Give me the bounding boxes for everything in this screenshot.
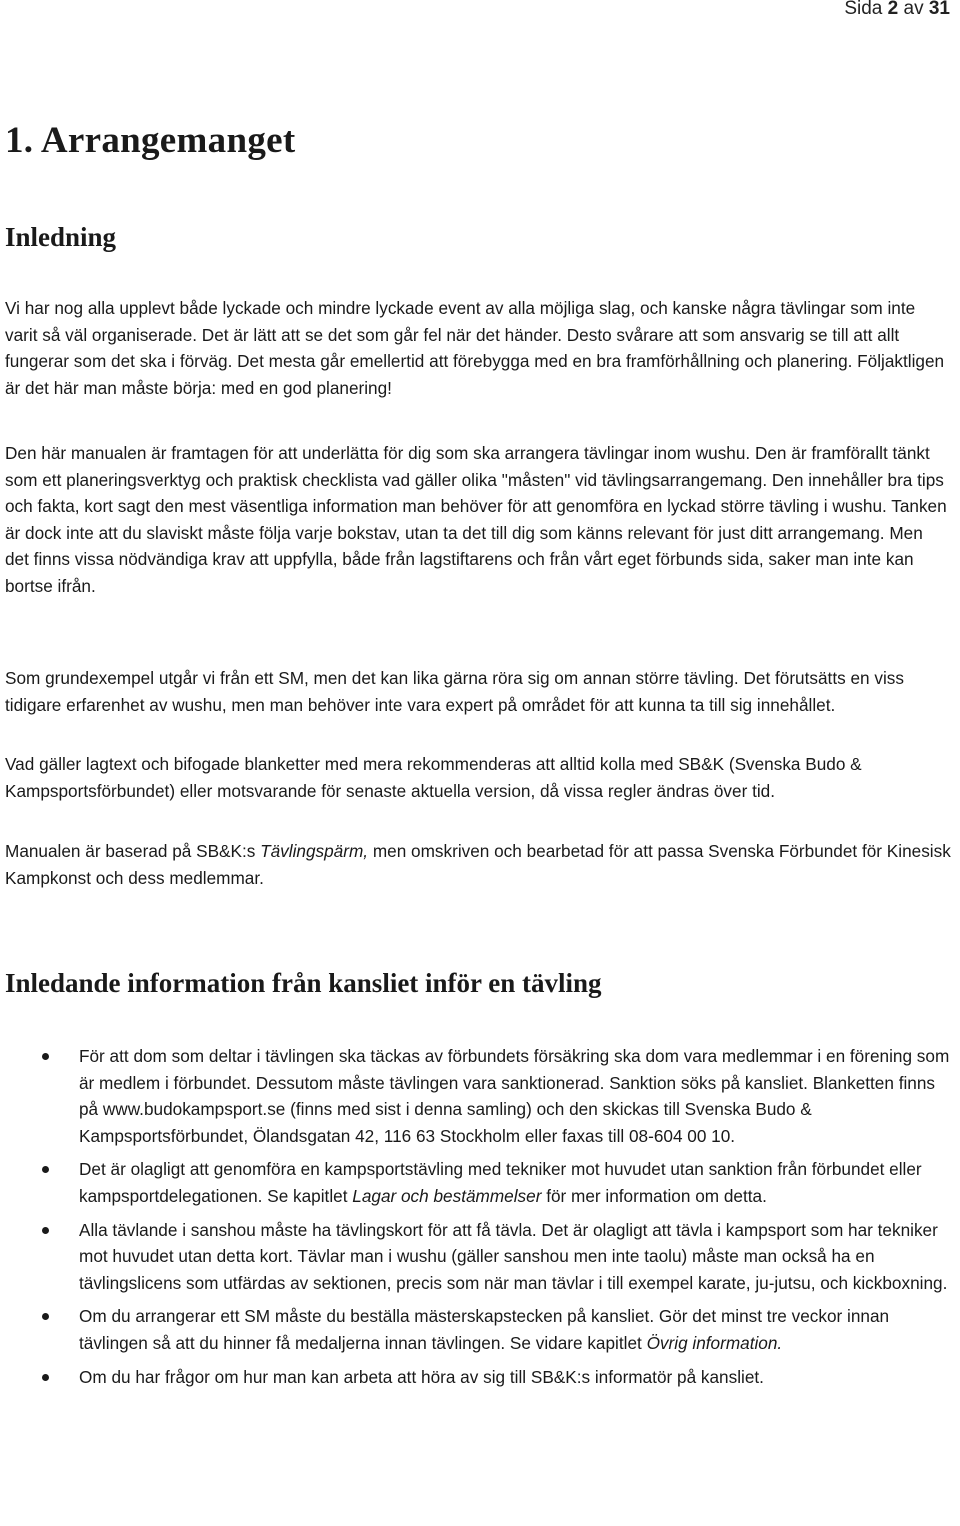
page-number-middle: av: [898, 0, 929, 19]
bullet-text-4-start: Om du arrangerar ett SM måste du beställa mästerskapstecken på kansliet. Gör det minst tre veckor innan tävlingen så att du hinner få medaljerna innan tävlingen. Se vidare kapitlet: [79, 1306, 890, 1353]
page-number-current: 2: [887, 0, 899, 19]
paragraph-5-end: men omskriven och bearbetad för att passa Svenska Förbundet för Kinesisk Kampkonst och dess medlemmar.: [5, 841, 951, 888]
bullet-text-4-italic: Övrig information.: [646, 1332, 783, 1353]
bullet-text-2-italic: Lagar och bestämmelser: [352, 1185, 542, 1206]
bullet-dot-icon: [42, 1166, 49, 1173]
bullet-dot-icon: [42, 1374, 49, 1381]
section-heading-information: Inledande information från kansliet inför en tävling: [5, 968, 602, 998]
bullet-item-5: [5, 1364, 953, 1391]
paragraph-5-italic: Tävlingspärm,: [260, 841, 369, 861]
bullet-item-1: [5, 1043, 953, 1149]
page-number-prefix: Sida: [844, 0, 888, 19]
page-number: [844, 0, 950, 20]
bullet-dot-icon: [42, 1053, 49, 1060]
bullet-dot-icon: [42, 1313, 49, 1320]
bullet-text-5: Om du har frågor om hur man kan arbeta att höra av sig till SB&K:s informatör på kansliet.: [79, 1366, 764, 1387]
paragraph-5-start: Manualen är baserad på SB&K:s: [5, 841, 261, 861]
paragraph-5: [5, 838, 951, 891]
paragraph-3: Som grundexempel utgår vi från ett SM, men det kan lika gärna röra sig om annan större tävling. Det förutsätts en viss tidigare erfarenhet av wushu, men man behöver inte vara expert på området för att kunna ta till sig innehållet.: [5, 668, 904, 715]
bullet-text-2-end: för mer information om detta.: [541, 1185, 767, 1206]
paragraph-2: Den här manualen är framtagen för att underlätta för dig som ska arrangera tävlingar inom wushu. Den är framförallt tänkt som ett planeringsverktyg och praktisk checklista vad gäller olika "måsten" vid tävlingsarrangemang. Den innehåller bra tips och fakta, kort sagt den mest väsentliga information man behöver för att genomföra en lyckad större tävling i wushu. Tanken är dock inte att du slaviskt måste följa varje bokstav, utan ta det till dig som känns relevant för just ditt arrangemang. Men det finns vissa nödvändiga krav att uppfylla, både från lagstiftarens och från vårt eget förbunds sida, saker man inte kan bortse ifrån.: [5, 443, 947, 596]
paragraph-4: Vad gäller lagtext och bifogade blanketter med mera rekommenderas att alltid kolla med SB&K (Svenska Budo & Kampsportsförbundet) eller motsvarande för senaste aktuella version, då vissa regler ändras över tid.: [5, 754, 862, 801]
bullet-text-2-start: Det är olagligt att genomföra en kampsportstävling med tekniker mot huvudet utan sanktion från förbundet eller kampsportdelegationen. Se kapitlet: [79, 1159, 922, 1206]
page-number-total: 31: [928, 0, 950, 19]
bullet-dot-icon: [42, 1227, 49, 1234]
bullet-list: [5, 1043, 953, 1397]
bullet-text-1: För att dom som deltar i tävlingen ska täckas av förbundets försäkring ska dom vara medlemmar i en förening som är medlem i förbundet. Dessutom måste tävlingen vara sanktionerad. Sanktion söks på kansliet. Blanketten finns på www.budokampsport.se (finns med sist i denna samling) och den skickas till Svenska Budo & Kampsportsförbundet, Ölandsgatan 42, 116 63 Stockholm eller faxas till 08-604 00 10.: [79, 1046, 950, 1146]
section-heading-inledning: Inledning: [5, 222, 117, 252]
bullet-item-2: [5, 1156, 953, 1209]
bullet-text-3: Alla tävlande i sanshou måste ha tävlingskort för att få tävla. Det är olagligt att tävla i kampsport som har tekniker mot huvudet utan detta kort. Tävlar man i wushu (gäller sanshou men inte taolu) måste man också ha en tävlingslicens som utfärdas av sektionen, precis som när man tävlar i till exempel karate, ju-jutsu, och kickboxning.: [79, 1219, 948, 1293]
chapter-title: 1. Arrangemanget: [5, 120, 296, 161]
bullet-item-4: [5, 1303, 953, 1356]
bullet-item-3: [5, 1217, 953, 1297]
paragraph-1: Vi har nog alla upplevt både lyckade och mindre lyckade event av alla möjliga slag, och kanske några tävlingar som inte varit så väl organiserade. Det är lätt att se det som går fel när det händer. Desto svårare att som ansvarig se till att allt fungerar som det ska i förväg. Det mesta går emellertid att förebygga med en bra framförhållning och planering. Följaktligen är det här man måste börja: med en god planering!: [5, 298, 945, 398]
